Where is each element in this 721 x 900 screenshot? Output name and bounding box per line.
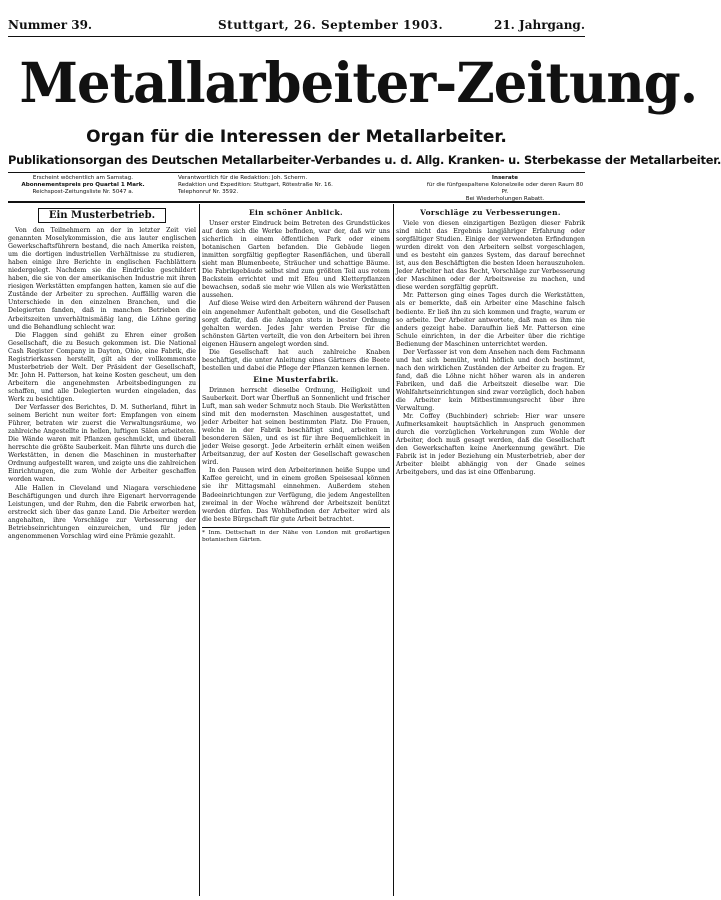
footnote: * Inm. Dettschaft in der Nähe von London mit großartigen botanischen Gärten. — [202, 527, 390, 544]
info-center-1: Verantwortlich für die Redaktion: Joh. Scherm. — [178, 175, 308, 181]
publication-line: Publikationsorgan des Deutschen Metallarbeiter-Verbandes u. d. Allg. Kranken- u. Sterbekasse der Metallarbeiter. — [8, 153, 721, 167]
info-center-2: Redaktion und Expedition: Stuttgart, Rötestraße Nr. 16. — [178, 182, 333, 188]
masthead-subtitle: Organ für die Interessen der Metallarbeiter. — [86, 127, 507, 147]
paragraph: Mr. Coffey (Buchbinder) schrieb: Hier war unsere Aufmerksamkeit hauptsächlich in Anspruch genommen durch die vorzüglichen Vorkehrungen zum Wohle der Arbeiter, doch muß gesagt werden, daß die Gesellschaft den Gewerkschaften keine Anerkennung gewährt. Die Fabrik ist in jeder Beziehung ein Musterbetrieb, aber der Arbeiter bleibt abhängig von der Gnade seines Arbeitgebers, und das ist eine Offenbarung. — [396, 413, 585, 477]
paragraph: Mr. Patterson ging eines Tages durch die Werkstätten, als er bemerkte, daß ein Arbeiter eine Maschine falsch bediente. Er ließ ihn zu sich kommen und fragte, warum er so arbeite. Der Arbeiter antwortete, daß man es ihm nie anders gezeigt habe. Daraufhin ließ Mr. Patterson eine Schule einrichten, in der die Arbeiter über die richtige Bedienung der Maschinen unterrichtet werden. — [396, 292, 585, 348]
paragraph: In den Pausen wird den Arbeiterinnen heiße Suppe und Kaffee gereicht, und in einem großen Speisesaal können sie ihr Mittagsmahl einnehmen. Außerdem stehen Badeeinrichtungen zur Verfügung, die jedem Angestellten zweimal in der Woche während der Arbeitszeit benützt werden dürfen. Das Wohlbefinden der Arbeiter wird als die beste Bürgschaft für gute Arbeit betrachtet. — [202, 467, 390, 523]
column-2 — [202, 206, 390, 896]
issue-number: Nummer 39. — [8, 18, 93, 32]
section-heading: Eine Musterfabrik. — [253, 374, 339, 384]
info-right-1: Inserate — [491, 175, 519, 181]
column-3 — [396, 206, 585, 896]
paragraph: Auf diese Weise wird den Arbeitern während der Pausen ein angenehmer Aufenthalt geboten, und die Gesellschaft sorgt dafür, daß die Anlagen stets in bester Ordnung gehalten werden. Jedes Jahr werden Preise für die schönsten Gärten verteilt, die von den Arbeitern bei ihren eigenen Häusern angelegt worden sind. — [202, 300, 390, 348]
info-right-2: für die fünfgespaltene Kolonelzeile oder deren Raum 80 Pf. — [426, 182, 584, 195]
paragraph: Der Verfasser des Berichtes, D. M. Sutherland, führt in seinem Bericht nun weiter fort: Empfangen von einem Führer, betraten wir zuerst die Verwaltungsräume, wo zahlreiche Angestellte in hellen, luftigen Sälen arbeiteten. Die Wände waren mit Pflanzen geschmückt, und überall herrschte die größte Sauberkeit. Man führte uns durch die Werkstätten, in denen die Maschinen in musterhafter Ordnung aufgestellt waren, und zeigte uns die zahlreichen Einrichtungen, die zum Wohle der Arbeiter geschaffen worden waren. — [8, 404, 196, 484]
advert-info — [425, 175, 585, 203]
info-left-3: Reichspost-Zeitungsliste Nr. 5047 a. — [32, 189, 134, 195]
info-left-1: Erscheint wöchentlich am Samstag. — [32, 175, 134, 181]
paragraph: Die Flaggen sind gehißt zu Ehren einer großen Gesellschaft, die zu Besuch gekommen ist. Die National Cash Register Company in Dayton, Ohio, eine Fabrik, die Registrierkassen herstellt, gilt als der vollkommenste Musterbetrieb der Welt. Der Präsident der Gesellschaft, Mr. John H. Patterson, hat keine Kosten gescheut, um den Arbeitern die angenehmsten Arbeitsbedingungen zu schaffen, und alle Delegierten wurden eingeladen, das Werk zu besichtigen. — [8, 331, 196, 403]
info-bar — [8, 172, 585, 203]
place-date: Stuttgart, 26. September 1903. — [218, 18, 444, 32]
section-heading: Ein schöner Anblick. — [249, 208, 343, 217]
column-1 — [8, 206, 196, 896]
paragraph: Der Verfasser ist von dem Ansehen nach dem Fachmann und hat sich bemüht, wohl höflich und doch bestimmt, nach den wirklichen Zuständen der Arbeiter zu fragen. Er fand, daß die Löhne nicht höher waren als in anderen Fabriken, und daß die Arbeitszeit dieselbe war. Die Wohlfahrtseinrichtungen sind zwar vorzüglich, doch haben die Arbeiter kein Mitbestimmungsrecht über ihre Verwaltung. — [396, 348, 585, 413]
info-right-3: Bei Wiederholungen Rabatt. — [465, 196, 545, 202]
paragraph: Die Gesellschaft hat auch zahlreiche Knaben beschäftigt, die unter Anleitung eines Gärtners die Beete bestellen und dabei die Pflege der Pflanzen kennen lernen. — [202, 348, 390, 372]
masthead-title: Metallarbeiter-Zeitung. — [19, 50, 698, 115]
section-heading: Vorschläge zu Verbesserungen. — [420, 208, 561, 217]
divider-top — [8, 36, 585, 37]
subscription-info — [8, 175, 158, 196]
paragraph: Drinnen herrscht dieselbe Ordnung, Heiligkeit und Sauberkeit. Dort war Überfluß an Sonnenlicht und frischer Luft, man sah weder Schmutz noch Staub. Die Werkstätten sind mit den modernsten Maschinen ausgestattet, und jeder Arbeiter hat seinen bestimmten Platz. Die Frauen, welche in der Fabrik beschäftigt sind, arbeiten in besonderen Sälen, und es ist für ihre Bequemlichkeit in jeder Weise gesorgt. Jede Arbeiterin erhält einen weißen Arbeitsanzug, der auf Kosten der Gesellschaft gewaschen wird. — [202, 386, 390, 467]
paragraph: Unser erster Eindruck beim Betreten des Grundstückes auf dem sich die Werke befinden, war der, daß wir uns sicherlich in einem öffentlichen Park oder einem botanischen Garten befanden. Die Gebäude liegen inmitten sorgfältig gepflegter Rasenflächen, und überall sieht man Blumenbeete, Sträucher und schattige Bäume. Die Fabrikgebäude selbst sind zum größten Teil aus rotem Backstein errichtet und mit Efeu und Kletterpflanzen bewachsen, sodaß sie mehr wie Villen als wie Werkstätten aussehen. — [202, 220, 390, 300]
column-rule-2 — [393, 204, 394, 896]
editorial-info — [178, 175, 348, 196]
paragraph: Alle Hallen in Cleveland und Niagara verschiedene Beschäftigungen und durch ihre Eigenart hervorragende Leistungen, und der Ruhm, den die Fabrik erworben hat, erstreckt sich über das ganze Land. Die Arbeiter werden angehalten, ihre Vorschläge zur Verbesserung der Betriebseinrichtungen einzureichen, und für jeden angenommenen Vorschlag wird eine Prämie gezahlt. — [8, 484, 196, 540]
issue-line — [8, 18, 585, 34]
article-title: Ein Musterbetrieb. — [38, 208, 166, 223]
paragraph: Viele von diesen einzigartigen Bezügen dieser Fabrik sind nicht das Ergebnis langjähriger Erfahrung oder sorgfältiger Studien. Einige der verwendeten Erfindungen wurden direkt von den Arbeitern selbst vorgeschlagen, und es besteht ein ganzes System, das darauf berechnet ist, aus den Beschäftigten die besten Ideen herauszuholen. Jeder Arbeiter hat das Recht, Vorschläge zur Verbesserung der Maschinen oder der Arbeitsweise zu machen, und diese werden sorgfältig geprüft. — [396, 220, 585, 292]
column-rule-1 — [199, 204, 200, 896]
paragraph: Von den Teilnehmern an der in letzter Zeit viel genannten Moselykommission, die aus lauter englischen Gewerkschaftsführern bestand, die nach Amerika reisten, um die dortigen industriellen Verhältnisse zu studieren, haben einige ihre Berichte in englischen Fachblättern niedergelegt. Nachdem sie die Eindrücke geschildert haben, die sie von der amerikanischen Industrie mit ihren riesigen Werkstätten empfangen hatten, kamen sie auf die Zustände der Arbeiter zu sprechen. Auffällig waren die Unterschiede in den einzelnen Branchen, und die Delegierten fanden, daß in manchen Betrieben die Arbeitszeiten unverhältnismäßig lang, die Löhne gering und die Behandlung schlecht war. — [8, 227, 196, 331]
volume-year: 21. Jahrgang. — [493, 18, 585, 32]
info-center-3: Telephonruf Nr. 3592. — [178, 189, 239, 195]
info-left-2: Abonnementspreis pro Quartal 1 Mark. — [21, 182, 145, 188]
